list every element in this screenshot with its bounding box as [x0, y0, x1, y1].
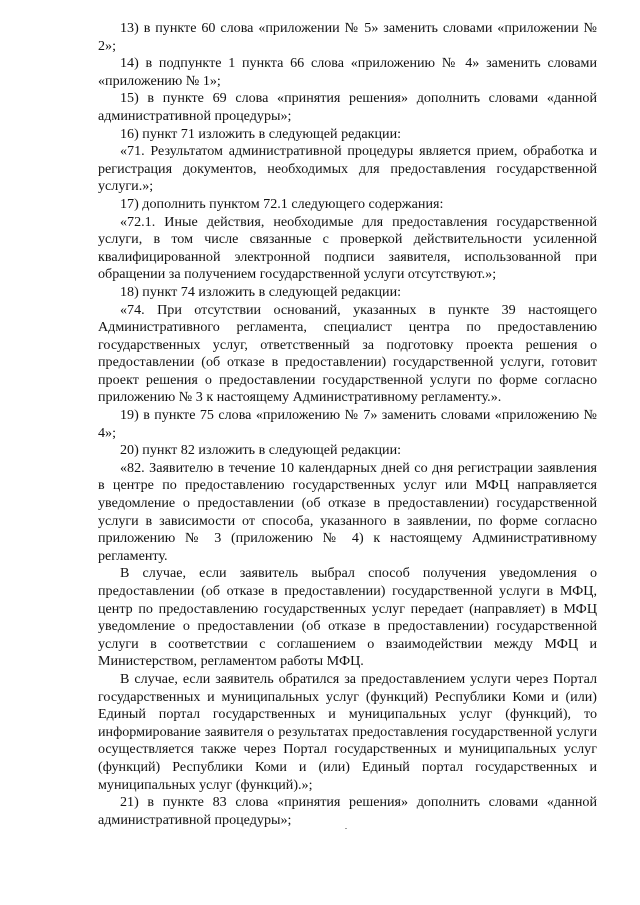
amendment-item-17: 17) дополнить пунктом 72.1 следующего содержания:: [120, 195, 444, 212]
amendment-item-14: 14) в подпункте 1 пункта 66 слова «приложению № 4» заменить словами «приложению № 1»;: [98, 55, 597, 89]
document-body: [98, 20, 597, 829]
amendment-item-15: 15) в пункте 69 слова «принятия решения» дополнить словами «данной административной процедуры»;: [98, 90, 597, 124]
amendment-item-18: 18) пункт 74 изложить в следующей редакции:: [120, 283, 402, 300]
amendment-item-20: 20) пункт 82 изложить в следующей редакции:: [120, 442, 402, 459]
amendment-item-13: 13) в пункте 60 слова «приложении № 5» заменить словами «приложении № 2»;: [98, 20, 597, 54]
quoted-clause-82-paragraph-3: В случае, если заявитель обратился за предоставлением услуги через Портал государственных и муниципальных услуг (функций) Республики Коми и (или) Единый портал государственных и муниципальных услуг (функций), то информирование заявителя о результатах предоставления государственной услуги осуществляется также через Портал государственных и муниципальных услуг (функций) Республики Коми и (или) Единый портал государственных и муниципальных услуг (функций).»;: [98, 670, 597, 793]
quoted-clause-74: «74. При отсутствии оснований, указанных в пункте 39 настоящего Административного регламента, специалист центра по предоставлению государственных услуг, ответственный за подготовку проекта решения о предоставлении (об отказе в предоставлении) государственной услуги, готовит проект решения о предоставлении государственной услуги по форме согласно приложению № 3 к настоящему Административному регламенту.».: [98, 301, 597, 406]
scan-speck: [345, 828, 347, 829]
amendment-item-21: 21) в пункте 83 слова «принятия решения» дополнить словами «данной административной процедуры»;: [98, 794, 597, 828]
amendment-item-16: 16) пункт 71 изложить в следующей редакции:: [120, 125, 402, 142]
quoted-clause-82: «82. Заявителю в течение 10 календарных дней со дня регистрации заявления в центре по предоставлению государственных услуг или МФЦ направляется уведомление о предоставлении (об отказе в предоставлении) государственной услуги в зависимости от способа, указанного в заявлении, по форме согласно приложению № 3 (приложению № 4) к настоящему Административному регламенту.: [98, 459, 597, 564]
amendment-item-19: 19) в пункте 75 слова «приложению № 7» заменить словами «приложению № 4»;: [98, 407, 597, 441]
quoted-clause-72-1: «72.1. Иные действия, необходимые для предоставления государственной услуги, в том числе связанные с проверкой действительности усиленной квалифицированной электронной подписи заявителя, использованной при обращении за получением государственной услуги отсутствуют.»;: [98, 213, 597, 283]
quoted-clause-71: «71. Результатом административной процедуры является прием, обработка и регистрация документов, необходимых для предоставления государственной услуги.»;: [98, 143, 597, 195]
quoted-clause-82-paragraph-2: В случае, если заявитель выбрал способ получения уведомления о предоставлении (об отказе в предоставлении) государственной услуги в МФЦ, центр по предоставлению государственных услуг передает (направляет) в МФЦ уведомление о предоставлении (об отказе в предоставлении) государственной услуги в соответствии с соглашением о взаимодействии между МФЦ и Министерством, регламентом работы МФЦ.: [98, 565, 597, 670]
